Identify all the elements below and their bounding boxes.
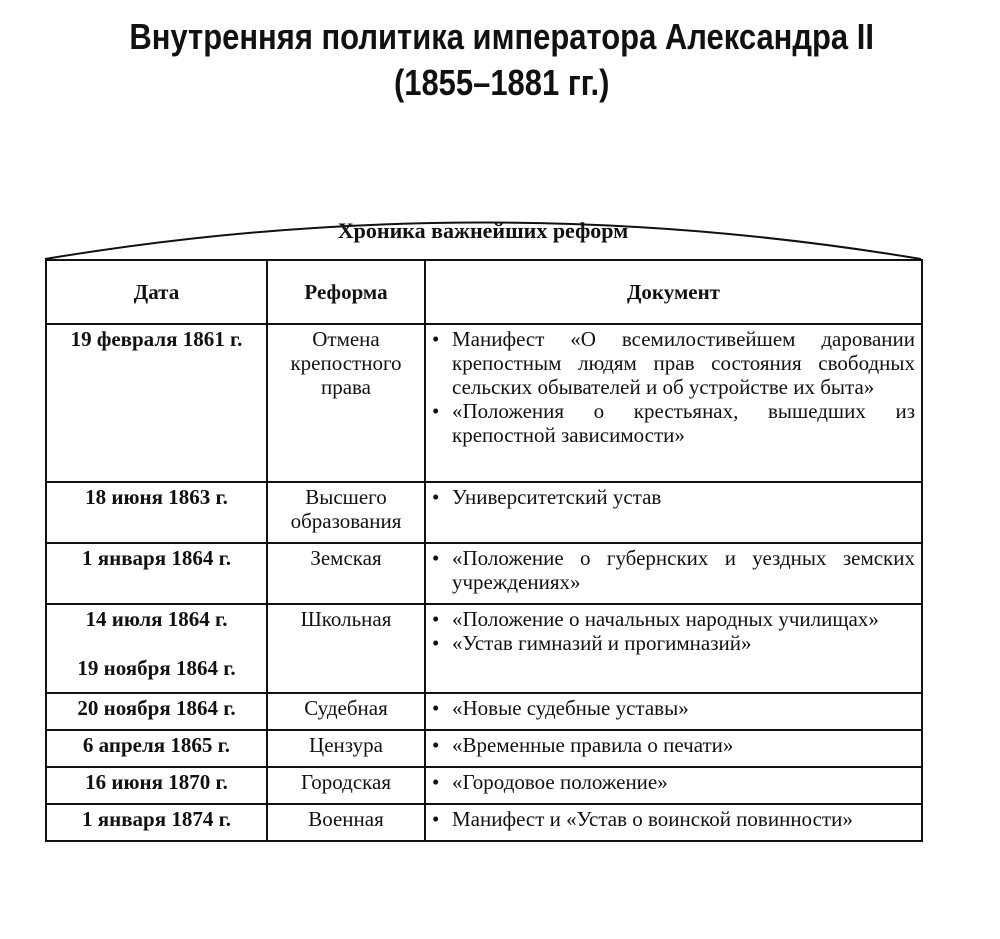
header-date: Дата <box>46 260 267 324</box>
reform-cell: Военная <box>267 804 425 841</box>
reform-cell: Судебная <box>267 693 425 730</box>
document-item <box>432 546 915 594</box>
table-row <box>46 767 922 804</box>
document-text: «Временные правила о печати» <box>452 733 734 757</box>
date-text: 1 января 1874 г. <box>81 807 231 831</box>
date-text: 20 ноября 1864 г. <box>77 696 236 720</box>
date-text: 16 июня 1870 г. <box>85 770 228 794</box>
date-cell <box>46 693 267 730</box>
document-item <box>432 696 915 720</box>
document-text: «Городовое положение» <box>452 770 668 794</box>
reform-cell: Школьная <box>267 604 425 693</box>
table-row <box>46 804 922 841</box>
document-cell <box>425 767 922 804</box>
document-cell <box>425 543 922 604</box>
document-cell <box>425 604 922 693</box>
reform-cell: Отмена крепостного права <box>267 324 425 482</box>
document-text: «Устав гимназий и прогимназий» <box>452 631 752 655</box>
date-text: 19 февраля 1861 г. <box>70 327 243 351</box>
document-cell <box>425 693 922 730</box>
document-text: «Новые судебные уставы» <box>452 696 689 720</box>
bullet-icon: • <box>432 399 440 423</box>
title-line-2: (1855–1881 гг.) <box>393 62 610 103</box>
bullet-icon: • <box>432 696 440 720</box>
bullet-icon: • <box>432 546 440 570</box>
table-row <box>46 482 922 543</box>
document-item <box>432 485 915 509</box>
date-text: 18 июня 1863 г. <box>85 485 228 509</box>
document-text: «Положение о начальных народных училищах» <box>452 607 879 631</box>
document-item <box>432 733 915 757</box>
reform-cell: Высшего образования <box>267 482 425 543</box>
bullet-icon: • <box>432 770 440 794</box>
document-cell <box>425 730 922 767</box>
bullet-icon: • <box>432 807 440 831</box>
document-cell <box>425 324 922 482</box>
document-item <box>432 631 915 655</box>
document-item <box>432 770 915 794</box>
table-row <box>46 604 922 693</box>
date-text: 6 апреля 1865 г. <box>82 733 231 757</box>
page-title <box>72 14 932 106</box>
header-reform: Реформа <box>267 260 425 324</box>
document-item <box>432 607 915 631</box>
bullet-icon: • <box>432 631 440 655</box>
reforms-table <box>45 259 923 842</box>
table-row <box>46 543 922 604</box>
reform-cell: Городская <box>267 767 425 804</box>
bullet-icon: • <box>432 327 440 351</box>
document-text: Манифест «О всемилостивейшем даровании крепостным людям прав состояния свободных сельских обывателей и об устройстве их быта» <box>452 327 915 399</box>
document-item <box>432 327 915 399</box>
bullet-icon: • <box>432 607 440 631</box>
document-cell <box>425 482 922 543</box>
reform-cell: Цензура <box>267 730 425 767</box>
date-text: 1 января 1864 г. <box>81 546 231 570</box>
date-cell <box>46 324 267 482</box>
date-cell <box>46 604 267 693</box>
bullet-icon: • <box>432 485 440 509</box>
header-document: Документ <box>425 260 922 324</box>
table-row <box>46 693 922 730</box>
date-text: 19 ноября 1864 г. <box>77 656 236 680</box>
date-text: 14 июля 1864 г. <box>85 607 228 631</box>
table-row <box>46 730 922 767</box>
date-cell <box>46 482 267 543</box>
document-text: «Положения о крестьянах, вышедших из крепостной зависимости» <box>452 399 915 447</box>
reform-cell: Земская <box>267 543 425 604</box>
date-cell <box>46 730 267 767</box>
bullet-icon: • <box>432 733 440 757</box>
title-line-1: Внутренняя политика императора Александра II <box>129 16 874 57</box>
table-caption: Хроника важнейших реформ <box>337 218 629 243</box>
document-text: Университетский устав <box>452 485 662 509</box>
document-item <box>432 399 915 447</box>
document-cell <box>425 804 922 841</box>
date-cell <box>46 543 267 604</box>
date-cell <box>46 804 267 841</box>
document-item <box>432 807 915 831</box>
document-text: «Положение о губернских и уездных земских учреждениях» <box>452 546 915 594</box>
table-header-row <box>46 260 922 324</box>
document-text: Манифест и «Устав о воинской повинности» <box>452 807 853 831</box>
date-cell <box>46 767 267 804</box>
table-row <box>46 324 922 482</box>
